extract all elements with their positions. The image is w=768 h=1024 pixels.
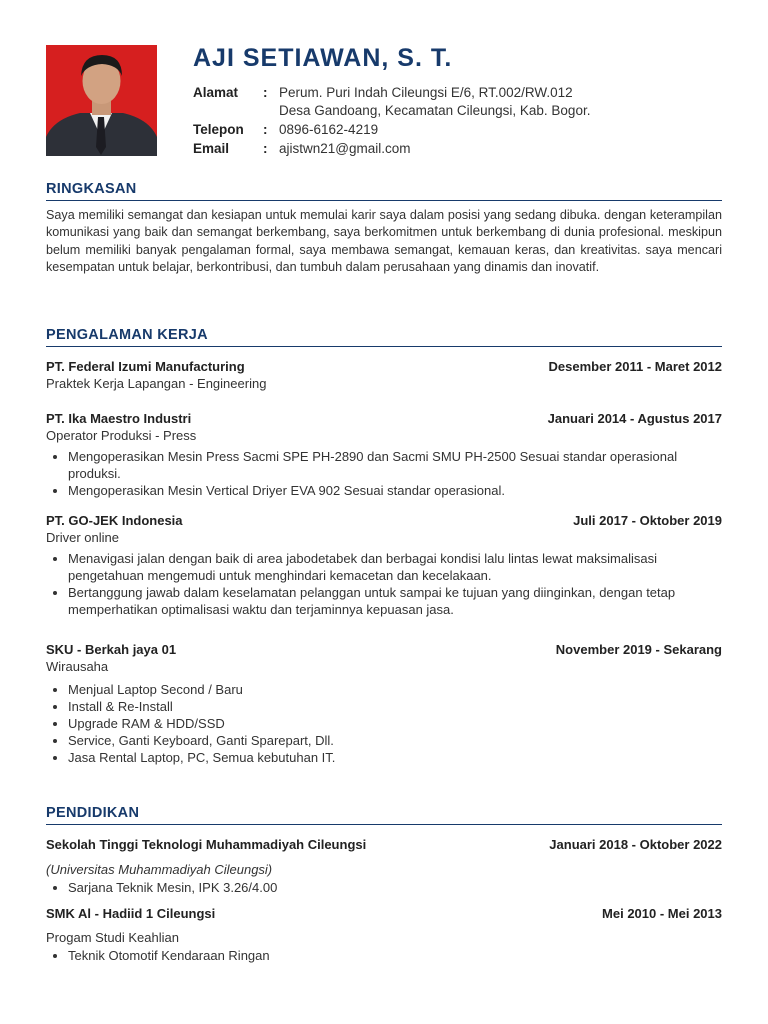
list-item: • Menjual Laptop Second / Baru xyxy=(68,681,722,698)
education-entry xyxy=(46,905,722,964)
job-company: PT. GO-JEK Indonesia xyxy=(46,513,183,528)
job-role: Operator Produksi - Press xyxy=(46,428,197,443)
job-entry xyxy=(46,512,722,618)
education-period: Januari 2018 - Oktober 2022 xyxy=(549,837,722,852)
job-role: Wirausaha xyxy=(46,659,109,674)
address-row xyxy=(193,84,590,120)
profile-photo xyxy=(46,45,157,156)
job-duties-list xyxy=(46,448,722,499)
school-name: SMK Al - Hadiid 1 Cileungsi xyxy=(46,906,216,921)
school-name: Sekolah Tinggi Teknologi Muhammadiyah Cileungsi xyxy=(46,837,367,852)
job-duties-list xyxy=(46,681,722,766)
education-details-list xyxy=(46,879,722,896)
education-details-list xyxy=(46,947,722,964)
job-company: PT. Ika Maestro Industri xyxy=(46,411,192,426)
person-portrait-icon xyxy=(46,45,157,156)
list-item: • Sarjana Teknik Mesin, IPK 3.26/4.00 xyxy=(68,879,722,896)
job-entry xyxy=(46,410,722,499)
contact-info xyxy=(193,84,590,159)
experience-section xyxy=(46,327,722,353)
job-entry xyxy=(46,358,722,392)
email-value: ajistwn21@gmail.com xyxy=(279,141,411,156)
school-note: Progam Studi Keahlian xyxy=(46,930,179,945)
section-title-experience: PENGALAMAN KERJA xyxy=(46,327,722,347)
colon: : xyxy=(263,85,268,100)
email-label: Email xyxy=(193,141,230,156)
school-note: (Universitas Muhammadiyah Cileungsi) xyxy=(46,862,273,877)
list-item: • Upgrade RAM & HDD/SSD xyxy=(68,715,722,732)
summary-text: Saya memiliki semangat dan kesiapan untuk memulai karir saya dalam posisi yang sedang dibuka. dengan keterampilan komunikasi yang baik dan semangat berkembang, saya berkomitmen untuk berkembang di dunia profesional. meskipun belum memiliki banyak pengalaman formal, saya membawa semangat, kemauan keras, dan kreativitas. saya mencari kesempatan untuk belajar, berkontribusi, dan tumbuh dalam perusahaan yang dinamis dan inovatif. xyxy=(46,208,722,275)
job-role: Praktek Kerja Lapangan - Engineering xyxy=(46,376,267,391)
job-role: Driver online xyxy=(46,530,119,545)
list-item: • Teknik Otomotif Kendaraan Ringan xyxy=(68,947,722,964)
list-item: • Install & Re-Install xyxy=(68,698,722,715)
address-value xyxy=(279,84,590,120)
list-item: • Bertanggung jawab dalam keselamatan pelanggan untuk sampai ke tujuan yang diinginkan, dengan tetap memperhatikan optimalisasi waktu dan terjaminnya kepuasan jasa. xyxy=(68,584,722,618)
education-section xyxy=(46,805,722,831)
job-period: Januari 2014 - Agustus 2017 xyxy=(547,411,722,426)
email-row xyxy=(193,140,590,158)
summary-section xyxy=(46,181,722,277)
address-label: Alamat xyxy=(193,85,239,100)
education-entry xyxy=(46,836,722,896)
list-item: • Menavigasi jalan dengan baik di area jabodetabek dan berbagai kondisi lalu lintas lewat maksimalisasi pengetahuan mengemudi untuk menghindari kemacetan dan kecelakaan. xyxy=(68,550,722,584)
job-period: Juli 2017 - Oktober 2019 xyxy=(573,513,722,528)
job-period: November 2019 - Sekarang xyxy=(555,642,722,657)
phone-row xyxy=(193,121,590,139)
phone-label: Telepon xyxy=(193,122,244,137)
job-entry xyxy=(46,641,722,766)
job-company: SKU - Berkah jaya 01 xyxy=(46,642,177,657)
address-line-2: Desa Gandoang, Kecamatan Cileungsi, Kab. Bogor. xyxy=(279,103,591,118)
list-item: • Jasa Rental Laptop, PC, Semua kebutuhan IT. xyxy=(68,749,722,766)
job-period: Desember 2011 - Maret 2012 xyxy=(548,359,722,374)
job-company: PT. Federal Izumi Manufacturing xyxy=(46,359,245,374)
list-item: • Service, Ganti Keyboard, Ganti Sparepart, Dll. xyxy=(68,732,722,749)
colon: : xyxy=(263,141,268,156)
section-title-education: PENDIDIKAN xyxy=(46,805,722,825)
education-period: Mei 2010 - Mei 2013 xyxy=(602,906,722,921)
colon: : xyxy=(263,122,268,137)
person-name: AJI SETIAWAN, S. T. xyxy=(193,44,453,72)
section-title-summary: RINGKASAN xyxy=(46,181,722,201)
list-item: • Mengoperasikan Mesin Press Sacmi SPE PH-2890 dan Sacmi SMU PH-2500 Sesuai standar operasional produksi. xyxy=(68,448,722,482)
job-duties-list xyxy=(46,550,722,618)
phone-value: 0896-6162-4219 xyxy=(279,122,379,137)
address-line-1: Perum. Puri Indah Cileungsi E/6, RT.002/RW.012 xyxy=(279,85,573,100)
list-item: • Mengoperasikan Mesin Vertical Driyer EVA 902 Sesuai standar operasional. xyxy=(68,482,722,499)
